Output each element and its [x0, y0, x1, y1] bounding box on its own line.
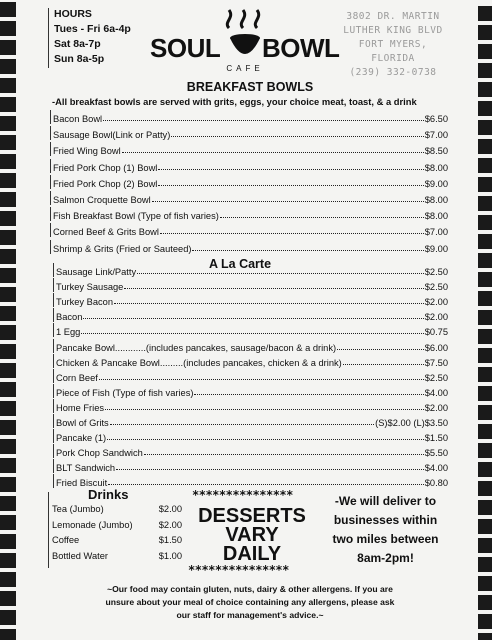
stars-bottom: ***************	[188, 563, 289, 577]
menu-item-price: $7.50	[424, 357, 448, 368]
row-border	[50, 110, 51, 124]
film-edge-block	[0, 2, 16, 17]
film-edge-block	[478, 82, 492, 97]
film-edge-block	[0, 249, 16, 264]
dot-leader	[160, 233, 424, 234]
dot-leader	[107, 439, 424, 440]
row-border	[50, 126, 51, 140]
hours-line: Tues - Fri 6a-4p	[54, 23, 131, 35]
film-edge-block	[0, 496, 16, 511]
film-edge-block	[0, 135, 16, 150]
logo-subtitle: CAFE	[226, 64, 264, 73]
row-border	[53, 308, 54, 322]
film-edge-block	[478, 63, 492, 78]
film-edge-block	[478, 158, 492, 173]
dot-leader	[116, 469, 424, 470]
stars-top: ***************	[192, 488, 293, 502]
menu-item-price: $2.50	[424, 372, 448, 383]
dot-leader	[158, 185, 423, 186]
row-border	[50, 207, 51, 221]
menu-item-name: Piece of Fish (Type of fish varies)	[56, 387, 194, 398]
film-edge-block	[0, 230, 16, 245]
menu-item-price: $2.00	[424, 312, 448, 323]
delivery-note: -We will deliver to businesses within two miles between 8am-2pm!	[332, 494, 439, 565]
dot-leader	[343, 364, 424, 365]
menu-item	[56, 323, 448, 337]
film-edge-block	[0, 268, 16, 283]
address-line: (239) 332-0738	[349, 67, 437, 78]
dot-leader	[105, 409, 424, 410]
menu-item-price: $6.00	[424, 342, 448, 353]
menu-item-name: Fried Biscuit	[56, 478, 108, 489]
film-edge-block	[0, 40, 16, 55]
film-edge-block	[0, 572, 16, 587]
menu-item	[53, 110, 448, 124]
dot-leader	[152, 201, 424, 202]
film-edge-block	[478, 139, 492, 154]
film-edge-block	[478, 291, 492, 306]
address-line: FLORIDA	[371, 53, 415, 64]
dot-leader	[220, 217, 424, 218]
desserts-line: DESSERTS	[198, 505, 306, 527]
film-edge-block	[0, 116, 16, 131]
allergy-notice: ~Our food may contain gluten, nuts, dairy & other allergens. If you are unsure about your meal of choice containing any allergens, please ask our staff for management's advice.~	[105, 584, 395, 620]
dot-leader	[124, 288, 423, 289]
menu-item-price: $5.50	[424, 448, 448, 459]
dot-leader	[122, 152, 424, 153]
menu-item	[56, 293, 448, 307]
row-border	[50, 175, 51, 189]
menu-item-price: $0.80	[424, 478, 448, 489]
logo-word-soul: SOUL	[150, 33, 221, 63]
film-edge-block	[478, 595, 492, 610]
film-edge-block	[0, 591, 16, 606]
film-edge-block	[478, 6, 492, 21]
film-edge-block	[478, 614, 492, 629]
soul-bowl-logo	[150, 6, 340, 76]
film-edge-block	[0, 21, 16, 36]
dot-leader	[108, 484, 424, 485]
menu-item	[53, 142, 448, 156]
film-edge-block	[478, 576, 492, 591]
film-edge-block	[478, 500, 492, 515]
menu-item-name: Turkey Sausage	[56, 282, 124, 293]
menu-item-price: $2.50	[424, 267, 448, 277]
menu-item-price: $4.00	[424, 387, 448, 398]
menu-item-name: Home Fries	[56, 402, 105, 413]
film-edge-block	[0, 515, 16, 530]
dot-leader	[144, 454, 424, 455]
drink-price: $2.00	[158, 519, 182, 530]
hours-title: HOURS	[54, 8, 92, 20]
film-edge-block	[478, 557, 492, 572]
menu-item	[56, 444, 448, 458]
menu-item	[53, 223, 448, 237]
film-edge-block	[478, 44, 492, 59]
drink-name: Lemonade (Jumbo)	[52, 519, 133, 530]
menu-item	[56, 354, 448, 368]
menu-item	[56, 263, 448, 277]
row-border	[53, 293, 54, 307]
menu-item-name: Pancake (1)	[56, 433, 107, 444]
menu-item	[56, 278, 448, 292]
menu-item	[53, 159, 448, 173]
film-edge-block	[0, 420, 16, 435]
breakfast-bowls-title: BREAKFAST BOWLS	[186, 80, 314, 94]
film-edge-block	[0, 211, 16, 226]
film-edge-block	[478, 310, 492, 325]
drink-item	[52, 535, 182, 545]
row-border	[53, 399, 54, 413]
address-line: LUTHER KING BLVD	[343, 25, 443, 36]
menu-item-price: $8.00	[424, 195, 448, 205]
film-edge-block	[0, 382, 16, 397]
menu-item-name: Corned Beef & Grits Bowl	[53, 227, 159, 238]
film-edge-block	[0, 401, 16, 416]
film-edge-block	[478, 443, 492, 458]
film-edge-block	[478, 519, 492, 534]
dot-leader	[103, 120, 424, 121]
menu-item-name: Pancake Bowl............(includes pancakes, sausage/bacon & a drink)	[56, 342, 337, 353]
drink-item	[52, 520, 182, 530]
menu-item-price: $7.00	[424, 227, 448, 238]
menu-item-name: Chicken & Pancake Bowl.........(includes pancakes, chicken & a drink)	[56, 357, 342, 368]
desserts-line: DAILY	[222, 543, 282, 565]
bowl-icon	[229, 30, 261, 60]
film-edge-block	[478, 215, 492, 230]
menu-item	[56, 429, 448, 443]
menu-item-name: BLT Sandwich	[56, 463, 116, 474]
drink-name: Tea (Jumbo)	[52, 504, 104, 514]
row-border	[50, 240, 51, 254]
breakfast-note: -All breakfast bowls are served with grits, eggs, your choice meat, toast, & a drink	[52, 96, 417, 107]
menu-item-name: 1 Egg	[56, 327, 81, 338]
address-line: FORT MYERS,	[358, 39, 428, 50]
film-edge-block	[0, 477, 16, 492]
menu-item	[53, 175, 448, 189]
menu-item-name: Fried Pork Chop (1) Bowl	[53, 162, 158, 173]
menu-item-price: $6.50	[424, 114, 448, 124]
hours-line: Sat 8a-7p	[54, 38, 101, 50]
menu-item	[56, 399, 448, 413]
address-stamp	[318, 10, 468, 80]
dot-leader	[83, 318, 423, 319]
left-film-edge	[0, 0, 18, 640]
dot-leader	[99, 379, 424, 380]
menu-item-name: Bacon Bowl	[53, 114, 103, 124]
menu-item	[56, 414, 448, 428]
steam-icon	[223, 6, 267, 30]
film-edge-block	[478, 538, 492, 553]
menu-item-name: Corn Beef	[56, 372, 98, 383]
menu-item	[53, 240, 448, 254]
desserts-line: VARY	[225, 524, 279, 546]
dot-leader	[171, 136, 423, 137]
dot-leader	[158, 169, 423, 170]
film-edge-block	[0, 287, 16, 302]
menu-item	[53, 126, 448, 140]
drinks-title: Drinks	[88, 487, 129, 502]
menu-item-price: $9.00	[424, 243, 448, 254]
film-edge-block	[0, 97, 16, 112]
menu-item-price: $4.00	[424, 463, 448, 474]
menu-item-name: Fish Breakfast Bowl (Type of fish varies)	[53, 211, 219, 222]
drink-item	[52, 504, 182, 514]
film-edge-block	[478, 348, 492, 363]
menu-item-name: Shrimp & Grits (Fried or Sauteed)	[53, 243, 192, 254]
film-edge-block	[478, 633, 492, 640]
film-edge-block	[478, 101, 492, 116]
film-edge-block	[0, 306, 16, 321]
film-edge-block	[0, 154, 16, 169]
hours-block	[54, 7, 131, 67]
menu-item-name: Salmon Croquette Bowl	[53, 195, 151, 205]
menu-item-price: $0.75	[424, 327, 448, 338]
menu-item-price: $9.00	[424, 178, 448, 189]
film-edge-block	[478, 424, 492, 439]
film-edge-block	[0, 534, 16, 549]
menu-item	[56, 308, 448, 322]
menu-item-name: Bowl of Grits	[56, 418, 109, 428]
hours-line: Sun 8a-5p	[54, 53, 105, 65]
dot-leader	[337, 349, 424, 350]
divider	[48, 492, 49, 568]
menu-item-name: Fried Pork Chop (2) Bowl	[53, 178, 158, 189]
row-border	[50, 223, 51, 237]
row-border	[53, 384, 54, 398]
film-edge-block	[0, 553, 16, 568]
drink-name: Bottled Water	[52, 550, 108, 561]
menu-item-price: $2.00	[424, 402, 448, 413]
menu-item-price: (S)$2.00 (L)$3.50	[375, 418, 448, 428]
film-edge-block	[478, 177, 492, 192]
row-border	[53, 263, 54, 277]
film-edge-block	[0, 78, 16, 93]
film-edge-block	[0, 439, 16, 454]
address-line: 3802 DR. MARTIN	[346, 11, 440, 22]
row-border	[53, 354, 54, 368]
menu-item-name: Pork Chop Sandwich	[56, 448, 143, 459]
dot-leader	[114, 303, 424, 304]
film-edge-block	[478, 329, 492, 344]
row-border	[50, 159, 51, 173]
drink-item	[52, 551, 182, 561]
menu-item	[56, 384, 448, 398]
menu-item-price: $7.00	[424, 130, 448, 141]
menu-item	[56, 459, 448, 473]
menu-item-price: $2.00	[424, 297, 448, 308]
row-border	[53, 414, 54, 428]
menu-item-name: Turkey Bacon	[56, 297, 114, 308]
row-border	[53, 278, 54, 292]
drink-price: $2.00	[158, 504, 182, 514]
film-edge-block	[478, 367, 492, 382]
right-film-edge	[474, 0, 492, 640]
row-border	[50, 142, 51, 156]
drink-price: $1.50	[158, 535, 182, 545]
row-border	[53, 369, 54, 383]
film-edge-block	[478, 196, 492, 211]
film-edge-block	[0, 59, 16, 74]
film-edge-block	[478, 120, 492, 135]
menu-item-name: Sausage Link/Patty	[56, 267, 137, 277]
film-edge-block	[478, 462, 492, 477]
row-border	[53, 323, 54, 337]
film-edge-block	[0, 344, 16, 359]
menu-item-name: Fried Wing Bowl	[53, 146, 121, 157]
drink-price: $1.00	[158, 550, 182, 561]
row-border	[50, 191, 51, 205]
menu-item-price: $8.00	[424, 162, 448, 173]
dot-leader	[81, 333, 423, 334]
menu-item-name: Bacon	[56, 312, 83, 323]
menu-item	[56, 339, 448, 353]
row-border	[53, 459, 54, 473]
film-edge-block	[0, 363, 16, 378]
menu-item	[56, 369, 448, 383]
film-edge-block	[478, 386, 492, 401]
film-edge-block	[478, 405, 492, 420]
row-border	[53, 339, 54, 353]
menu-item-price: $2.50	[424, 282, 448, 293]
row-border	[53, 474, 54, 488]
dot-leader	[194, 394, 423, 395]
film-edge-block	[478, 272, 492, 287]
film-edge-block	[478, 234, 492, 249]
film-edge-block	[0, 173, 16, 188]
menu-item-price: $8.50	[424, 146, 448, 157]
menu-item	[53, 191, 448, 205]
film-edge-block	[478, 25, 492, 40]
divider	[48, 8, 49, 68]
film-edge-block	[0, 325, 16, 340]
desserts-block	[188, 507, 316, 564]
row-border	[53, 444, 54, 458]
dot-leader	[110, 424, 374, 425]
a-la-carte-title: A La Carte	[208, 257, 272, 271]
film-edge-block	[478, 481, 492, 496]
film-edge-block	[0, 629, 16, 640]
film-edge-block	[0, 458, 16, 473]
menu-item	[53, 207, 448, 221]
menu-item-price: $1.50	[424, 433, 448, 444]
logo-word-bowl: BOWL	[262, 33, 340, 63]
row-border	[53, 429, 54, 443]
film-edge-block	[478, 253, 492, 268]
menu-item-price: $8.00	[424, 211, 448, 222]
drink-name: Coffee	[52, 535, 80, 545]
film-edge-block	[0, 192, 16, 207]
menu-item-name: Sausage Bowl(Link or Patty)	[53, 130, 171, 141]
film-edge-block	[0, 610, 16, 625]
dot-leader	[192, 250, 423, 251]
dot-leader	[137, 273, 424, 274]
